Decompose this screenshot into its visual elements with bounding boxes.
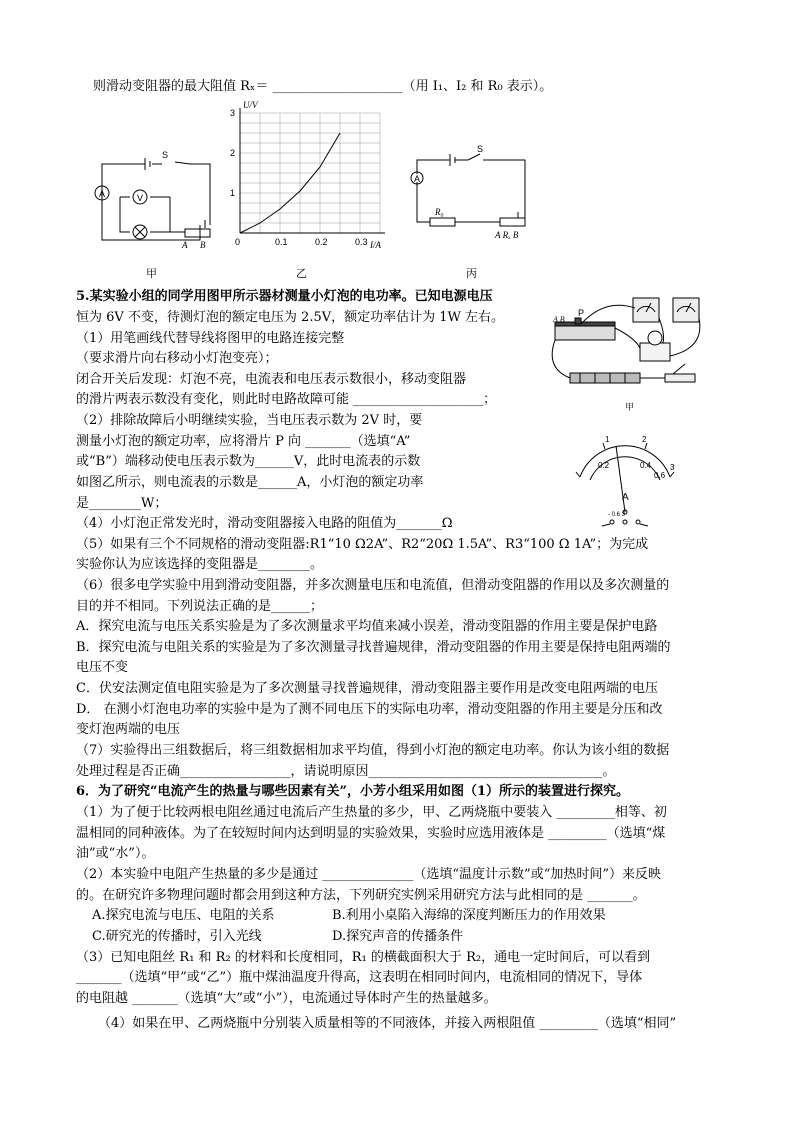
q5-line-10: 如图乙所示，则电流表的示数是______A，小灯泡的额定功率: [76, 475, 424, 490]
q6-line-9: 的电阻越 _______（选填“大”或“小”），电流通过导体时产生的热量越多。: [76, 991, 497, 1006]
q6-option-b: B.利用小桌陷入海绵的深度判断压力的作用效果: [332, 908, 606, 923]
ammeter-label: A: [99, 189, 106, 199]
q6-line-1: 6．为了研究“电流产生的热量与哪些因素有关”，小芳小组采用如图（1）所示的装置进行探究。: [76, 784, 630, 799]
dial-tick-06: 0.6: [654, 471, 666, 480]
x-tick-label: 0.1: [275, 237, 288, 247]
caption-bing: 丙: [466, 267, 477, 280]
q5-option-a: A．探究电流与电压关系实验是为了多次测量求平均值来减小误差，滑动变阻器的作用主要是保护电路: [76, 619, 658, 634]
q5-line-12: （4）小灯泡正常发光时，滑动变阻器接入电路的阻值为_______Ω: [76, 516, 453, 531]
dial-unit: A: [622, 492, 629, 503]
ammeter-dial-figure: [570, 432, 680, 527]
r0-label: R₀: [435, 207, 444, 217]
dial-tick-1: 1: [605, 435, 610, 444]
q6-option-d: D.探究声音的传播条件: [332, 929, 464, 944]
y-tick-label: 2: [230, 148, 236, 158]
caption-jia: 甲: [146, 267, 157, 280]
dial-terminals: - 0.6 3: [608, 512, 626, 518]
q5-line-1: 5.某实验小组的同学用图甲所示器材测量小灯泡的电功率。已知电源电压: [76, 289, 493, 304]
terminal-b: B: [200, 240, 206, 250]
q5-option-b-1: B．探究电流与电阻关系的实验是为了多次测量寻找普遍规律，滑动变阻器的作用主要是保持电阻两端的: [76, 640, 671, 655]
dial-tick-2: 2: [642, 435, 647, 444]
q6-line-3: 温相同的同种液体。为了在较短时间内达到明显的实验效果，实验时应选用液体是 _________（选填“煤: [76, 826, 666, 841]
y-tick-label: 3: [230, 108, 236, 118]
x-tick-label: 0: [235, 237, 241, 247]
q5-line-9: 或“B”）端移动使电压表示数为______V，此时电流表的示数: [76, 454, 421, 469]
y-axis-label: U/V: [243, 100, 258, 110]
q5-option-d-2: 变灯泡两端的电压: [76, 722, 181, 737]
q5-line-15: （6）很多电学实验中用到滑动变阻器，并多次测量电压和电流值，但滑动变阻器的作用以及多次测量的: [76, 578, 670, 593]
q5-line-16: 目的并不相同。下列说法正确的是______；: [76, 599, 324, 614]
q6-line-7: （3）已知电阻丝 R₁ 和 R₂ 的材料和长度相同，R₁ 的横截面积大于 R₂，通电一定时间后，可以看到: [76, 950, 651, 965]
experiment-apparatus-figure: [545, 288, 715, 413]
apparatus-caption: 甲: [625, 402, 635, 412]
q5-option-c: C．伏安法测定值电阻实验是为了多次测量寻找普遍规律，滑动变阻器主要作用是改变电阻两端的电压: [76, 681, 658, 696]
q5-line-5: 闭合开关后发现：灯泡不亮，电流表和电压表示数很小，移动变阻器: [76, 372, 467, 387]
q6-line-10: （4）如果在甲、乙两烧瓶中分别装入质量相等的不同液体，并接入两根阻值 _________（选填“相同”: [98, 1016, 677, 1031]
q5-option-b-2: 电压不变: [76, 660, 129, 675]
q5-line-11: 是________W；: [76, 496, 168, 511]
q5-option-d-1: D． 在测小灯泡电功率的实验中是为了测不同电压下的实际电功率，滑动变阻器的作用主要是分压和改: [76, 702, 663, 717]
q5-line-8: 测量小灯泡的额定功率，应将滑片 P 向 _______（选填“A”: [76, 434, 411, 449]
slider-p-label: P: [578, 308, 585, 318]
q6-line-6: 的。在研究许多物理问题时都会用到这种方法，下列研究实例采用研究方法与此相同的是 _______。: [76, 888, 646, 903]
switch-label: S: [162, 150, 169, 160]
terminal-a: A: [182, 240, 188, 250]
x-tick-label: 0.3: [355, 237, 368, 247]
q6-line-5: （2）本实验中电阻产生热量的多少是通过 ______________（选填“温度计示数”或“加热时间”）来反映: [76, 867, 661, 882]
top-question-line: 则滑动变阻器的最大阻值 Rₓ＝ ____________________（用 I₁、I₂ 和 R₀ 表示）。: [93, 79, 553, 94]
q5-line-18: 处理过程是否正确_________________，请说明原因____________________________________。: [76, 764, 616, 779]
q5-line-13: （5）如果有三个不同规格的滑动变阻器:R1“10 Ω2A”、R2“20Ω 1.5A”、R3“100 Ω 1A”；为完成: [76, 537, 649, 552]
q6-option-c: C.研究光的传播时，引入光线: [92, 929, 262, 944]
q5-line-6: 的滑片两表示数没有变化，则此时电路故障可能 ____________________；: [76, 392, 497, 407]
switch-label-bing: S: [477, 144, 484, 154]
dial-tick-3: 3: [670, 463, 675, 472]
ammeter-label-bing: A: [414, 174, 421, 184]
q5-line-14: 实验你认为应该选择的变阻器是________。: [76, 557, 324, 572]
circuit-diagram-bing: [405, 142, 535, 242]
q6-option-a: A.探究电流与电压、电阻的关系: [92, 908, 275, 923]
arxb-label: A Rₓ B: [495, 230, 519, 240]
q6-line-8: _______（选填“甲”或“乙”）瓶中煤油温度升得高，这表明在相同时间内，电流相同的情况下，导体: [76, 970, 643, 985]
circuit-diagram-jia: [90, 150, 220, 250]
x-tick-label: 0.2: [315, 237, 328, 247]
x-axis-label: I/A: [370, 240, 381, 250]
q6-line-2: （1）为了便于比较两根电阻丝通过电流后产生热量的多少，甲、乙两烧瓶中要装入 _________相等、初: [76, 805, 667, 820]
q5-line-17: （7）实验得出三组数据后，将三组数据相加求平均值，得到小灯泡的额定电功率。你认为该小组的数据: [76, 743, 670, 758]
q5-line-2: 恒为 6V 不变，待测灯泡的额定电压为 2.5V，额定功率估计为 1W 左右。: [76, 310, 505, 325]
voltmeter-label: V: [137, 193, 144, 203]
q5-line-4: （要求滑片向右移动小灯泡变亮）；: [76, 351, 278, 366]
dial-tick-04: 0.4: [640, 461, 652, 470]
caption-yi: 乙: [296, 267, 307, 280]
q5-line-3: （1）用笔画线代替导线将图甲的电路连接完整: [76, 331, 345, 346]
dial-tick-02: 0.2: [598, 461, 610, 470]
q6-line-4: 油”或“水”）。: [76, 846, 155, 861]
q5-line-7: （2）排除故障后小明继续实验，当电压表示数为 2V 时，要: [76, 413, 423, 428]
ui-graph: [225, 98, 395, 258]
y-tick-label: 1: [230, 188, 236, 198]
rheostat-ab-label: A B: [553, 315, 565, 324]
